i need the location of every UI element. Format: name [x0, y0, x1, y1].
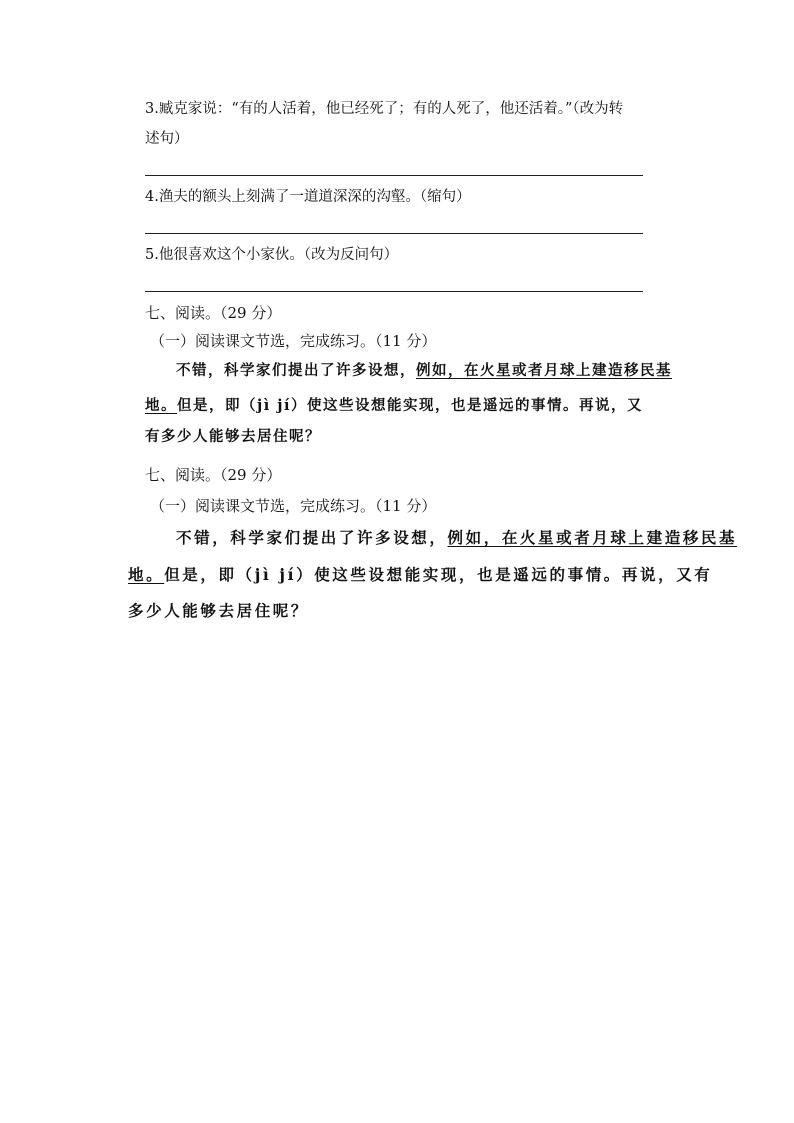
passage-text: 但是，即（jì jí）使这些设想能实现，也是遥远的事情。再说，又	[177, 397, 644, 414]
passage-line-1	[176, 361, 672, 381]
underlined-sentence: 例如，在火星或者月球上建造移民基	[447, 528, 738, 547]
passage-line-2	[145, 396, 643, 416]
underlined-sentence-end: 地。	[145, 397, 177, 414]
passage-text: 不错，科学家们提出了许多设想，	[176, 528, 448, 547]
passage-line-3: 多少人能够去居住呢？	[128, 601, 310, 620]
answer-line-q3[interactable]	[145, 175, 643, 176]
subsection-title: （一）阅读课文节选，完成练习。（11 分）	[150, 497, 437, 515]
question-5: 5.他很喜欢这个小家伙。（改为反问句）	[145, 247, 399, 263]
answer-line-q4[interactable]	[145, 233, 643, 234]
passage-line-1	[176, 528, 737, 548]
question-4: 4.渔夫的额头上刻满了一道道深深的沟壑。（缩句）	[145, 189, 471, 205]
underlined-sentence: 例如，在火星或者月球上建造移民基	[416, 362, 672, 379]
underlined-sentence-end: 地。	[128, 565, 165, 584]
passage-line-3: 有多少人能够去居住呢？	[145, 428, 321, 445]
section-title-reading: 七、阅读。（29 分）	[145, 304, 282, 322]
subsection-title: （一）阅读课文节选，完成练习。（11 分）	[150, 332, 437, 350]
passage-text: 不错，科学家们提出了许多设想，	[176, 362, 416, 379]
answer-line-q5[interactable]	[145, 291, 643, 292]
passage-line-2	[128, 565, 712, 585]
question-3-line-1: 3.臧克家说：“有的人活着，他已经死了；有的人死了，他还活着。”（改为转	[145, 101, 624, 117]
passage-text: 但是，即（jì jí）使这些设想能实现，也是遥远的事情。再说，又有	[164, 565, 713, 584]
question-3-line-2: 述句）	[145, 131, 189, 147]
section-title-reading: 七、阅读。（29 分）	[145, 466, 282, 484]
